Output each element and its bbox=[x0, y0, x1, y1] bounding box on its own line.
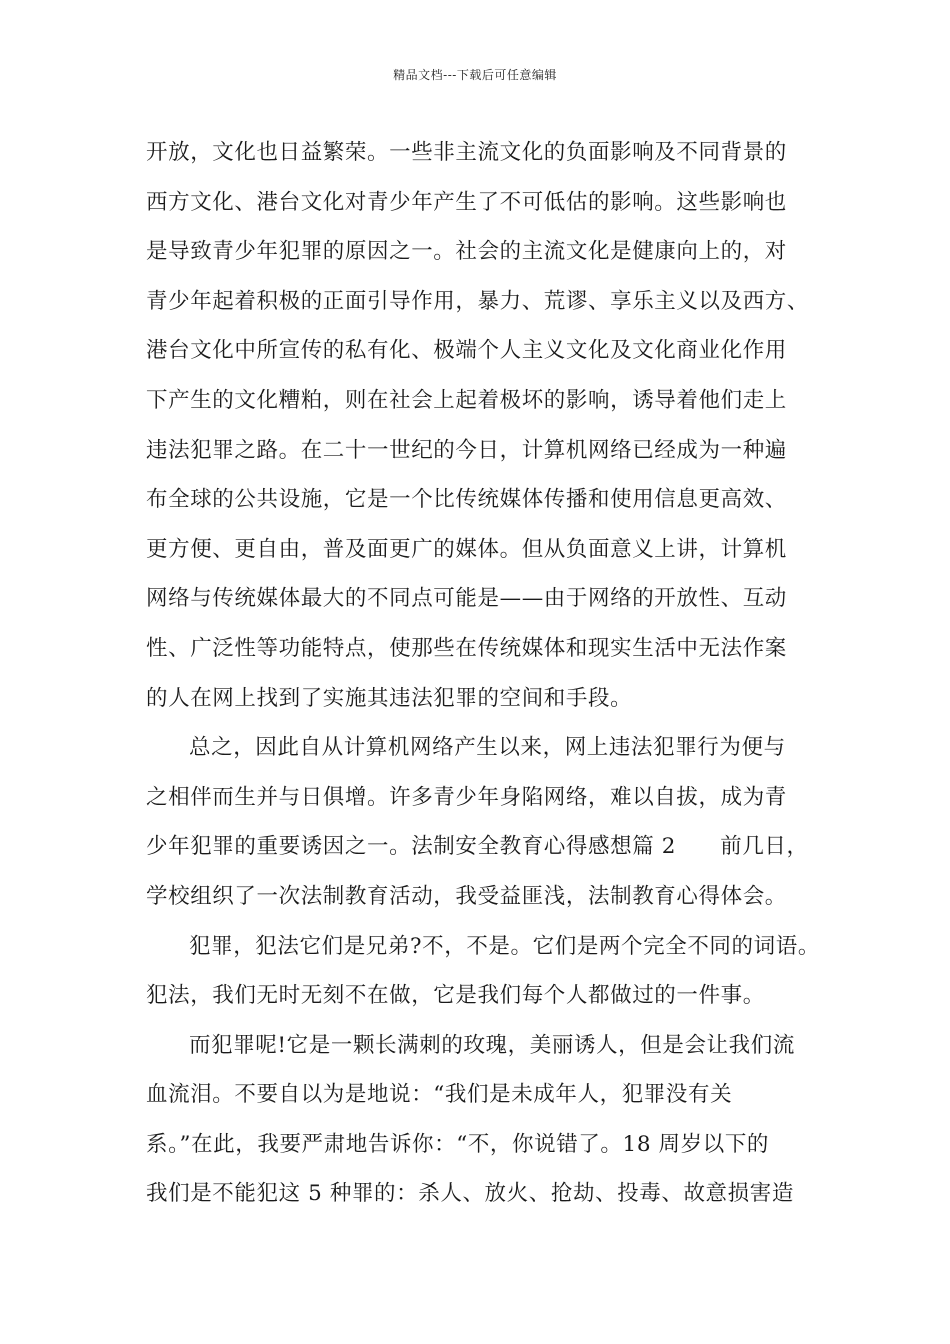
paragraph-start-line: 总之，因此自从计算机网络产生以来，网上违法犯罪行为便与 bbox=[189, 735, 786, 761]
text-line: 青少年起着积极的正面引导作用，暴力、荒谬、享乐主义以及西方、 bbox=[146, 288, 810, 314]
paragraph-start-line: 而犯罪呢!它是一颗长满刺的玫瑰，美丽诱人，但是会让我们流 bbox=[189, 1032, 795, 1058]
text-line: 系。”在此，我要严肃地告诉你：“不，你说错了。18 周岁以下的 bbox=[146, 1131, 770, 1157]
text-line: 犯法，我们无时无刻不在做，它是我们每个人都做过的一件事。 bbox=[146, 983, 765, 1009]
text-line: 布全球的公共设施，它是一个比传统媒体传播和使用信息更高效、 bbox=[146, 487, 787, 513]
text-line: 更方便、更自由，普及面更广的媒体。但从负面意义上讲，计算机 bbox=[146, 536, 787, 562]
text-line: 西方文化、港台文化对青少年产生了不可低估的影响。这些影响也 bbox=[146, 189, 787, 215]
page-header: 精品文档---下载后可任意编辑 bbox=[393, 68, 557, 82]
text-line: 血流泪。不要自以为是地说：“我们是未成年人，犯罪没有关 bbox=[146, 1082, 733, 1108]
text-line: 的人在网上找到了实施其违法犯罪的空间和手段。 bbox=[146, 685, 633, 711]
text-line: 网络与传统媒体最大的不同点可能是——由于网络的开放性、互动 bbox=[146, 586, 787, 612]
text-line: 学校组织了一次法制教育活动，我受益匪浅，法制教育心得体会。 bbox=[146, 883, 787, 909]
text-line: 开放，文化也日益繁荣。一些非主流文化的负面影响及不同背景的 bbox=[146, 140, 787, 165]
text-line: 我们是不能犯这 5 种罪的：杀人、放火、抢劫、投毒、故意损害造 bbox=[146, 1181, 794, 1207]
paragraph-start-line: 犯罪，犯法它们是兄弟?不，不是。它们是两个完全不同的词语。 bbox=[189, 933, 820, 959]
text-line: 少年犯罪的重要诱因之一。法制安全教育心得感想篇 2 前几日， bbox=[146, 834, 809, 860]
text-line: 违法犯罪之路。在二十一世纪的今日，计算机网络已经成为一种遍 bbox=[146, 437, 787, 463]
text-line: 是导致青少年犯罪的原因之一。社会的主流文化是健康向上的，对 bbox=[146, 239, 787, 265]
text-line: 港台文化中所宣传的私有化、极端个人主义文化及文化商业化作用 bbox=[146, 338, 787, 364]
text-line: 下产生的文化糟粕，则在社会上起着极坏的影响，诱导着他们走上 bbox=[146, 387, 787, 413]
document-body bbox=[146, 128, 836, 1219]
text-line: 之相伴而生并与日俱增。许多青少年身陷网络，难以自拔，成为青 bbox=[146, 784, 787, 810]
text-line: 性、广泛性等功能特点，使那些在传统媒体和现实生活中无法作案 bbox=[146, 635, 787, 661]
